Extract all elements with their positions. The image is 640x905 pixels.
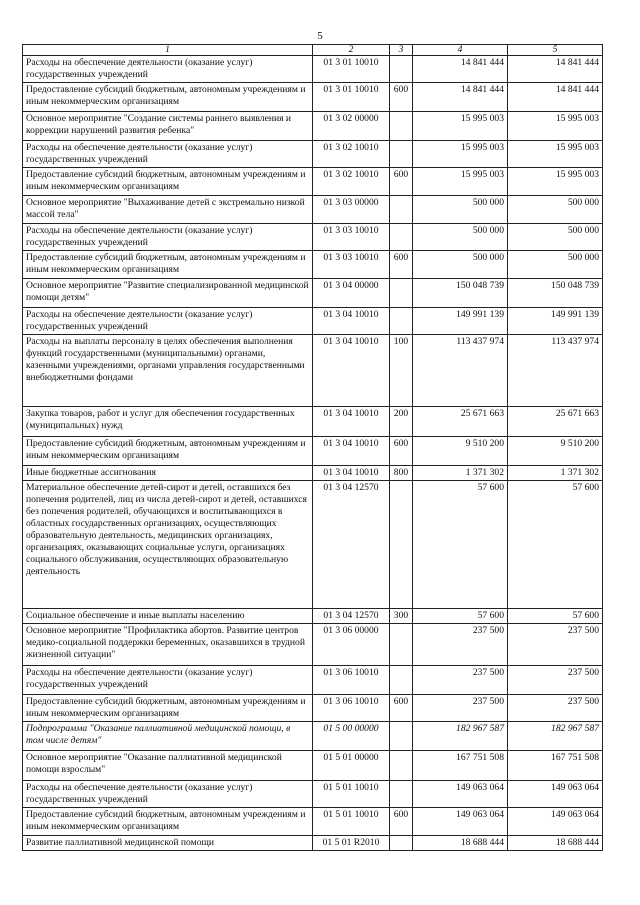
row-code-cell: 01 5 01 00000 [313,751,390,781]
row-amount-col4-cell: 237 500 [413,695,508,722]
row-expense-type-cell [390,722,413,751]
row-code-cell: 01 5 01 10010 [313,781,390,808]
row-expense-type-cell [390,141,413,168]
table-row [23,407,603,437]
row-code-cell: 01 3 02 10010 [313,168,390,196]
table-row [23,466,603,481]
row-name-cell: Иные бюджетные ассигнования [23,466,313,481]
row-code-cell: 01 3 04 12570 [313,481,390,609]
row-amount-col4-cell: 18 688 444 [413,836,508,851]
row-amount-col4-cell: 57 600 [413,609,508,624]
row-name-cell: Расходы на обеспечение деятельности (оказание услуг) государственных учреждений [23,141,313,168]
row-amount-col5-cell: 149 063 064 [508,781,603,808]
row-code-cell: 01 3 01 10010 [313,83,390,112]
row-expense-type-cell [390,624,413,666]
row-code-cell: 01 3 04 10010 [313,335,390,407]
row-code-cell: 01 5 01 10010 [313,808,390,836]
row-code-cell: 01 3 02 00000 [313,112,390,141]
table-row [23,666,603,695]
row-amount-col5-cell: 25 671 663 [508,407,603,437]
row-amount-col4-cell: 15 995 003 [413,112,508,141]
table-row [23,56,603,83]
table-row [23,83,603,112]
row-code-cell: 01 3 01 10010 [313,56,390,83]
row-name-cell: Социальное обеспечение и иные выплаты населению [23,609,313,624]
budget-table [22,44,603,851]
row-amount-col4-cell: 9 510 200 [413,437,508,466]
page-number: 5 [317,30,323,42]
row-amount-col5-cell: 500 000 [508,196,603,224]
row-name-cell: Подпрограмма "Оказание паллиативной медицинской помощи, в том числе детям" [23,722,313,751]
row-amount-col5-cell: 18 688 444 [508,836,603,851]
row-expense-type-cell [390,836,413,851]
row-code-cell: 01 3 03 00000 [313,196,390,224]
row-code-cell: 01 3 04 10010 [313,437,390,466]
row-code-cell: 01 3 06 10010 [313,666,390,695]
row-amount-col5-cell: 237 500 [508,695,603,722]
table-row [23,781,603,808]
row-amount-col5-cell: 15 995 003 [508,141,603,168]
row-amount-col4-cell: 25 671 663 [413,407,508,437]
column-header-1: 1 [23,45,313,56]
row-amount-col5-cell: 15 995 003 [508,112,603,141]
row-name-cell: Расходы на обеспечение деятельности (оказание услуг) государственных учреждений [23,308,313,335]
row-amount-col5-cell: 237 500 [508,624,603,666]
column-header-4: 4 [413,45,508,56]
row-name-cell: Расходы на выплаты персоналу в целях обеспечения выполнения функций государственными (муниципальными) органами, казенными учреждениями, органами управления государственными внебюджетными фондами [23,335,313,407]
row-code-cell: 01 5 01 R2010 [313,836,390,851]
table-row [23,141,603,168]
row-name-cell: Предоставление субсидий бюджетным, автономным учреждениям и иным некоммерческим организациям [23,251,313,279]
row-expense-type-cell [390,112,413,141]
row-code-cell: 01 3 04 10010 [313,407,390,437]
row-amount-col5-cell: 500 000 [508,224,603,251]
row-amount-col5-cell: 14 841 444 [508,56,603,83]
row-name-cell: Основное мероприятие "Развитие специализированной медицинской помощи детям" [23,279,313,308]
row-name-cell: Расходы на обеспечение деятельности (оказание услуг) государственных учреждений [23,781,313,808]
row-name-cell: Расходы на обеспечение деятельности (оказание услуг) государственных учреждений [23,56,313,83]
table-row [23,308,603,335]
row-expense-type-cell: 600 [390,168,413,196]
row-amount-col5-cell: 57 600 [508,609,603,624]
row-amount-col4-cell: 15 995 003 [413,141,508,168]
row-amount-col5-cell: 14 841 444 [508,83,603,112]
row-name-cell: Развитие паллиативной медицинской помощи [23,836,313,851]
table-row [23,624,603,666]
column-header-5: 5 [508,45,603,56]
row-amount-col4-cell: 500 000 [413,224,508,251]
row-amount-col4-cell: 500 000 [413,196,508,224]
row-amount-col4-cell: 57 600 [413,481,508,609]
budget-table-body [23,45,603,851]
table-row [23,437,603,466]
row-expense-type-cell: 300 [390,609,413,624]
row-code-cell: 01 3 02 10010 [313,141,390,168]
row-name-cell: Предоставление субсидий бюджетным, автономным учреждениям и иным некоммерческим организациям [23,168,313,196]
table-row [23,196,603,224]
row-expense-type-cell [390,481,413,609]
table-row [23,224,603,251]
row-amount-col5-cell: 167 751 508 [508,751,603,781]
row-name-cell: Материальное обеспечение детей-сирот и детей, оставшихся без попечения родителей, лиц из числа детей-сирот и детей, оставшихся без попечения родителей, обучающихся и воспитывающихся в областных государственных организациях, осуществляющих образовательную деятельность, медицинских организациях, организациях, оказывающих социальные услуги, организациях социального обслуживания, осуществляющих образовательную деятельность [23,481,313,609]
row-code-cell: 01 3 04 12570 [313,609,390,624]
row-name-cell: Предоставление субсидий бюджетным, автономным учреждениям и иным некоммерческим организациям [23,808,313,836]
row-expense-type-cell [390,279,413,308]
row-code-cell: 01 3 04 00000 [313,279,390,308]
table-row [23,112,603,141]
row-name-cell: Основное мероприятие "Профилактика абортов. Развитие центров медико-социальной поддержки беременных, оказавшихся в трудной жизненной ситуации" [23,624,313,666]
row-name-cell: Предоставление субсидий бюджетным, автономным учреждениям и иным некоммерческим организациям [23,695,313,722]
row-expense-type-cell [390,224,413,251]
table-row [23,335,603,407]
row-code-cell: 01 5 00 00000 [313,722,390,751]
row-code-cell: 01 3 03 10010 [313,251,390,279]
row-amount-col4-cell: 150 048 739 [413,279,508,308]
row-amount-col4-cell: 14 841 444 [413,56,508,83]
row-expense-type-cell: 600 [390,808,413,836]
table-row [23,279,603,308]
table-row [23,695,603,722]
row-expense-type-cell: 100 [390,335,413,407]
row-name-cell: Основное мероприятие "Создание системы раннего выявления и коррекции нарушений развития ребенка" [23,112,313,141]
row-amount-col4-cell: 1 371 302 [413,466,508,481]
row-amount-col5-cell: 149 063 064 [508,808,603,836]
row-code-cell: 01 3 03 10010 [313,224,390,251]
row-name-cell: Предоставление субсидий бюджетным, автономным учреждениям и иным некоммерческим организациям [23,83,313,112]
row-expense-type-cell [390,56,413,83]
row-amount-col5-cell: 149 991 139 [508,308,603,335]
table-row [23,836,603,851]
row-amount-col5-cell: 57 600 [508,481,603,609]
row-expense-type-cell: 200 [390,407,413,437]
row-code-cell: 01 3 06 10010 [313,695,390,722]
row-expense-type-cell [390,196,413,224]
row-name-cell: Основное мероприятие "Выхаживание детей с экстремально низкой массой тела" [23,196,313,224]
row-amount-col5-cell: 237 500 [508,666,603,695]
row-name-cell: Основное мероприятие "Оказание паллиативной медицинской помощи взрослым" [23,751,313,781]
row-amount-col4-cell: 500 000 [413,251,508,279]
row-expense-type-cell [390,666,413,695]
row-expense-type-cell: 600 [390,251,413,279]
row-amount-col5-cell: 113 437 974 [508,335,603,407]
row-amount-col4-cell: 14 841 444 [413,83,508,112]
row-amount-col5-cell: 182 967 587 [508,722,603,751]
row-amount-col4-cell: 167 751 508 [413,751,508,781]
row-name-cell: Расходы на обеспечение деятельности (оказание услуг) государственных учреждений [23,224,313,251]
row-name-cell: Расходы на обеспечение деятельности (оказание услуг) государственных учреждений [23,666,313,695]
row-amount-col4-cell: 149 991 139 [413,308,508,335]
column-header-2: 2 [313,45,390,56]
row-expense-type-cell [390,751,413,781]
row-expense-type-cell: 600 [390,437,413,466]
row-expense-type-cell: 600 [390,83,413,112]
row-amount-col5-cell: 1 371 302 [508,466,603,481]
row-amount-col4-cell: 149 063 064 [413,808,508,836]
row-expense-type-cell [390,781,413,808]
row-amount-col4-cell: 237 500 [413,624,508,666]
table-row [23,609,603,624]
table-row [23,481,603,609]
table-row [23,751,603,781]
row-expense-type-cell: 800 [390,466,413,481]
column-header-3: 3 [390,45,413,56]
column-header-row [23,45,603,56]
row-expense-type-cell: 600 [390,695,413,722]
row-expense-type-cell [390,308,413,335]
row-code-cell: 01 3 04 10010 [313,308,390,335]
row-name-cell: Закупка товаров, работ и услуг для обеспечения государственных (муниципальных) нужд [23,407,313,437]
row-amount-col4-cell: 149 063 064 [413,781,508,808]
row-code-cell: 01 3 06 00000 [313,624,390,666]
row-amount-col5-cell: 9 510 200 [508,437,603,466]
row-amount-col5-cell: 500 000 [508,251,603,279]
table-row [23,251,603,279]
row-amount-col5-cell: 15 995 003 [508,168,603,196]
row-amount-col5-cell: 150 048 739 [508,279,603,308]
row-name-cell: Предоставление субсидий бюджетным, автономным учреждениям и иным некоммерческим организациям [23,437,313,466]
table-row [23,722,603,751]
row-amount-col4-cell: 15 995 003 [413,168,508,196]
row-amount-col4-cell: 182 967 587 [413,722,508,751]
row-code-cell: 01 3 04 10010 [313,466,390,481]
row-amount-col4-cell: 237 500 [413,666,508,695]
table-row [23,168,603,196]
row-amount-col4-cell: 113 437 974 [413,335,508,407]
table-row [23,808,603,836]
